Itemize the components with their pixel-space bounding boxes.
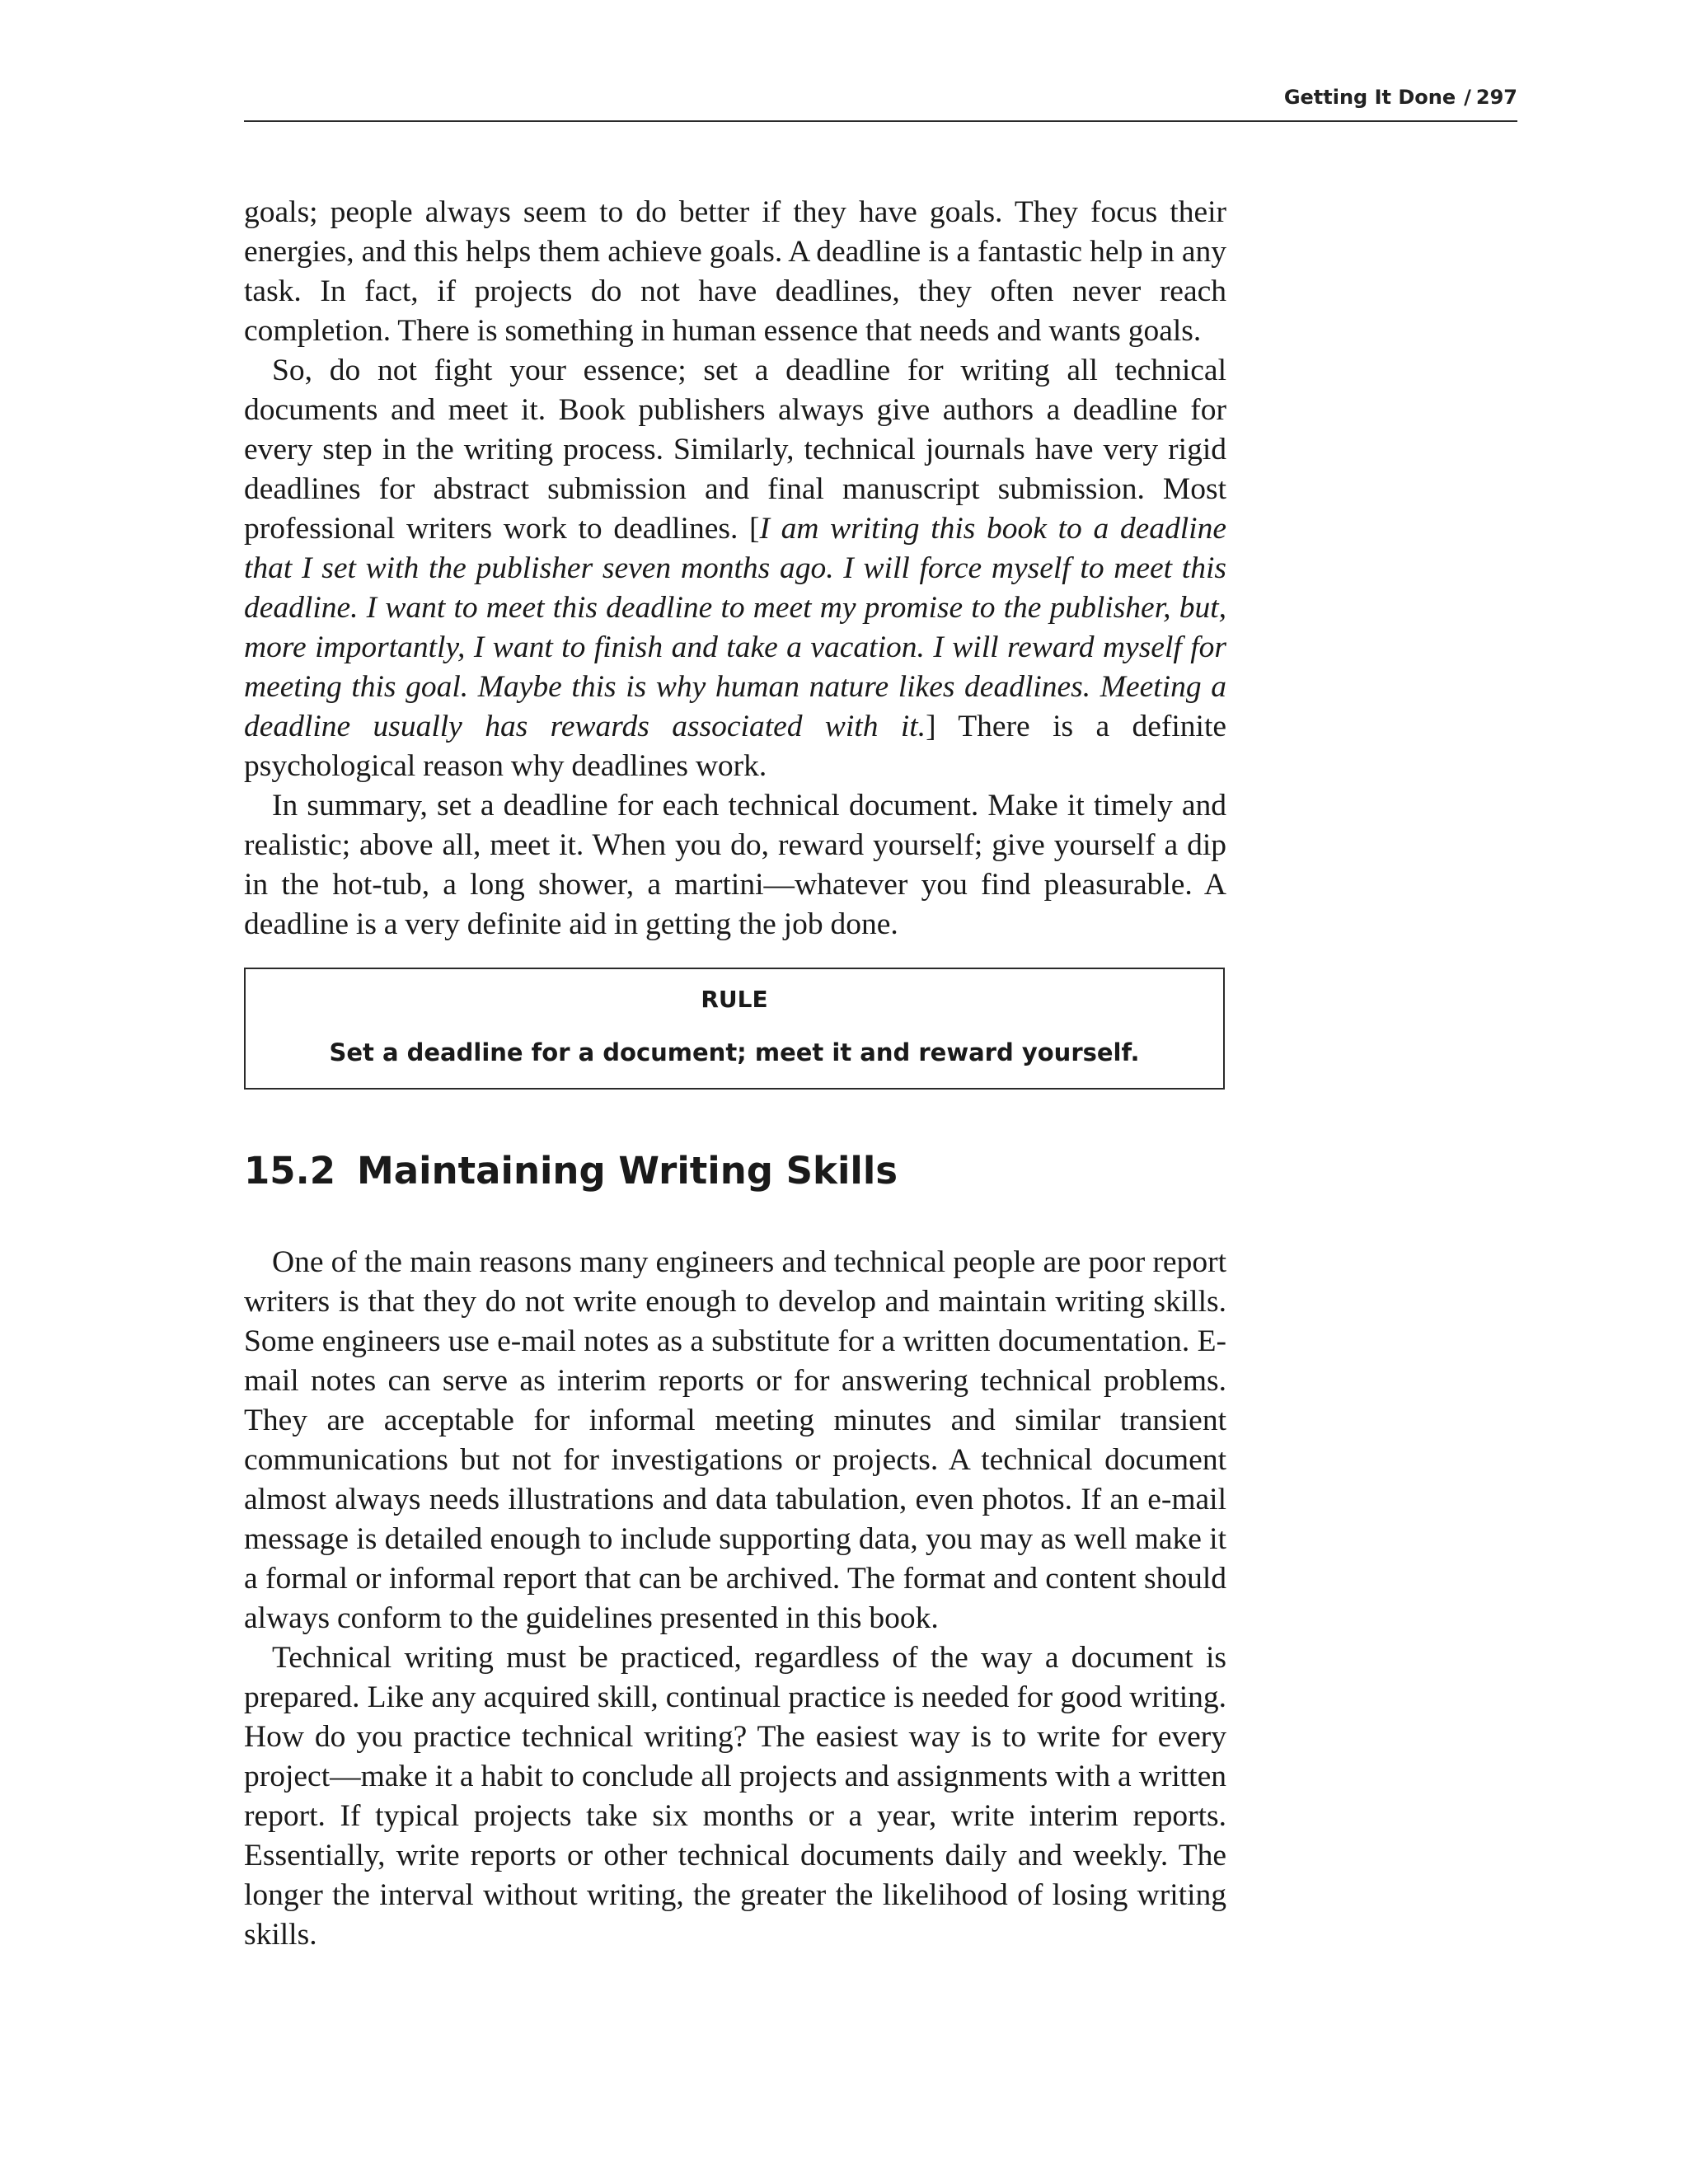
- running-head-title: Getting It Done: [1283, 86, 1456, 109]
- paragraph-practice: Technical writing must be practiced, regardless of the way a document is prepared. Like any acquired skill, continual practice is needed for good writing. How do you practice technical writing? The easiest way is to write for every project—make it a habit to conclude all projects and assignments with a written report. If typical projects take six months or a year, write interim reports. Essentially, write reports or other technical documents daily and weekly. The longer the interval without writing, the greater the likelihood of losing writing skills.: [244, 1641, 1226, 1952]
- paragraph-writing-skills: One of the main reasons many engineers and technical people are poor report writers is that they do not write enough to develop and maintain writing skills. Some engineers use e-mail notes as a substitute for a written documentation. E-mail notes can serve as interim reports or for answering technical problems. They are acceptable for informal meeting minutes and similar transient communications but not for investigations or projects. A technical document almost always needs illustrations and data tabulation, even photos. If an e-mail message is detailed enough to include supporting data, you may as well make it a formal or informal report that can be archived. The format and content should always conform to the guidelines presented in this book.: [244, 1245, 1226, 1635]
- paragraph-summary: In summary, set a deadline for each technical document. Make it timely and realistic; above all, meet it. When you do, reward yourself; give yourself a dip in the hot-tub, a long shower, a martini—whatever you find pleasurable. A deadline is a very definite aid in getting the job done.: [244, 789, 1226, 941]
- body-text-bottom: [244, 1243, 1226, 1955]
- page-number: 297: [1475, 86, 1517, 109]
- section-title: Maintaining Writing Skills: [357, 1149, 898, 1193]
- section-heading: [244, 1149, 898, 1193]
- paragraph-text: So, do not fight your essence; set a deadline for writing all technical documents and meet it. Book publishers always give authors a deadline for every step in the writing process. Similarly, technical journals have very rigid deadlines for abstract submission and final manuscript submission. Most professional writers work to deadlines. [: [244, 354, 1226, 546]
- paragraph-text: ] There is a definite psychological reason why deadlines work.: [244, 710, 1227, 783]
- body-text-top: [244, 193, 1226, 944]
- paragraph-deadlines: [244, 351, 1226, 786]
- running-head: [244, 82, 1517, 122]
- running-head-text: [1284, 86, 1517, 109]
- section-number: 15.2: [244, 1149, 336, 1193]
- rule-text: Set a deadline for a document; meet it and reward yourself.: [329, 1038, 1140, 1066]
- running-head-separator: /: [1464, 86, 1471, 109]
- rule-box: [244, 968, 1225, 1090]
- author-aside-italic: I am writing this book to a deadline that I set with the publisher seven months ago. I will force myself to meet this deadline. I want to meet this deadline to meet my promise to the publisher, but, more importantly, I want to finish and take a vacation. I will reward myself for meeting this goal. Maybe this is why human nature likes deadlines. Meeting a deadline usually has rewards associated with it.: [244, 512, 1226, 743]
- rule-title: RULE: [701, 986, 768, 1013]
- paragraph-continued: goals; people always seem to do better if they have goals. They focus their energies, and this helps them achieve goals. A deadline is a fantastic help in any task. In fact, if projects do not have deadlines, they often never reach completion. There is something in human essence that needs and wants goals.: [244, 195, 1226, 348]
